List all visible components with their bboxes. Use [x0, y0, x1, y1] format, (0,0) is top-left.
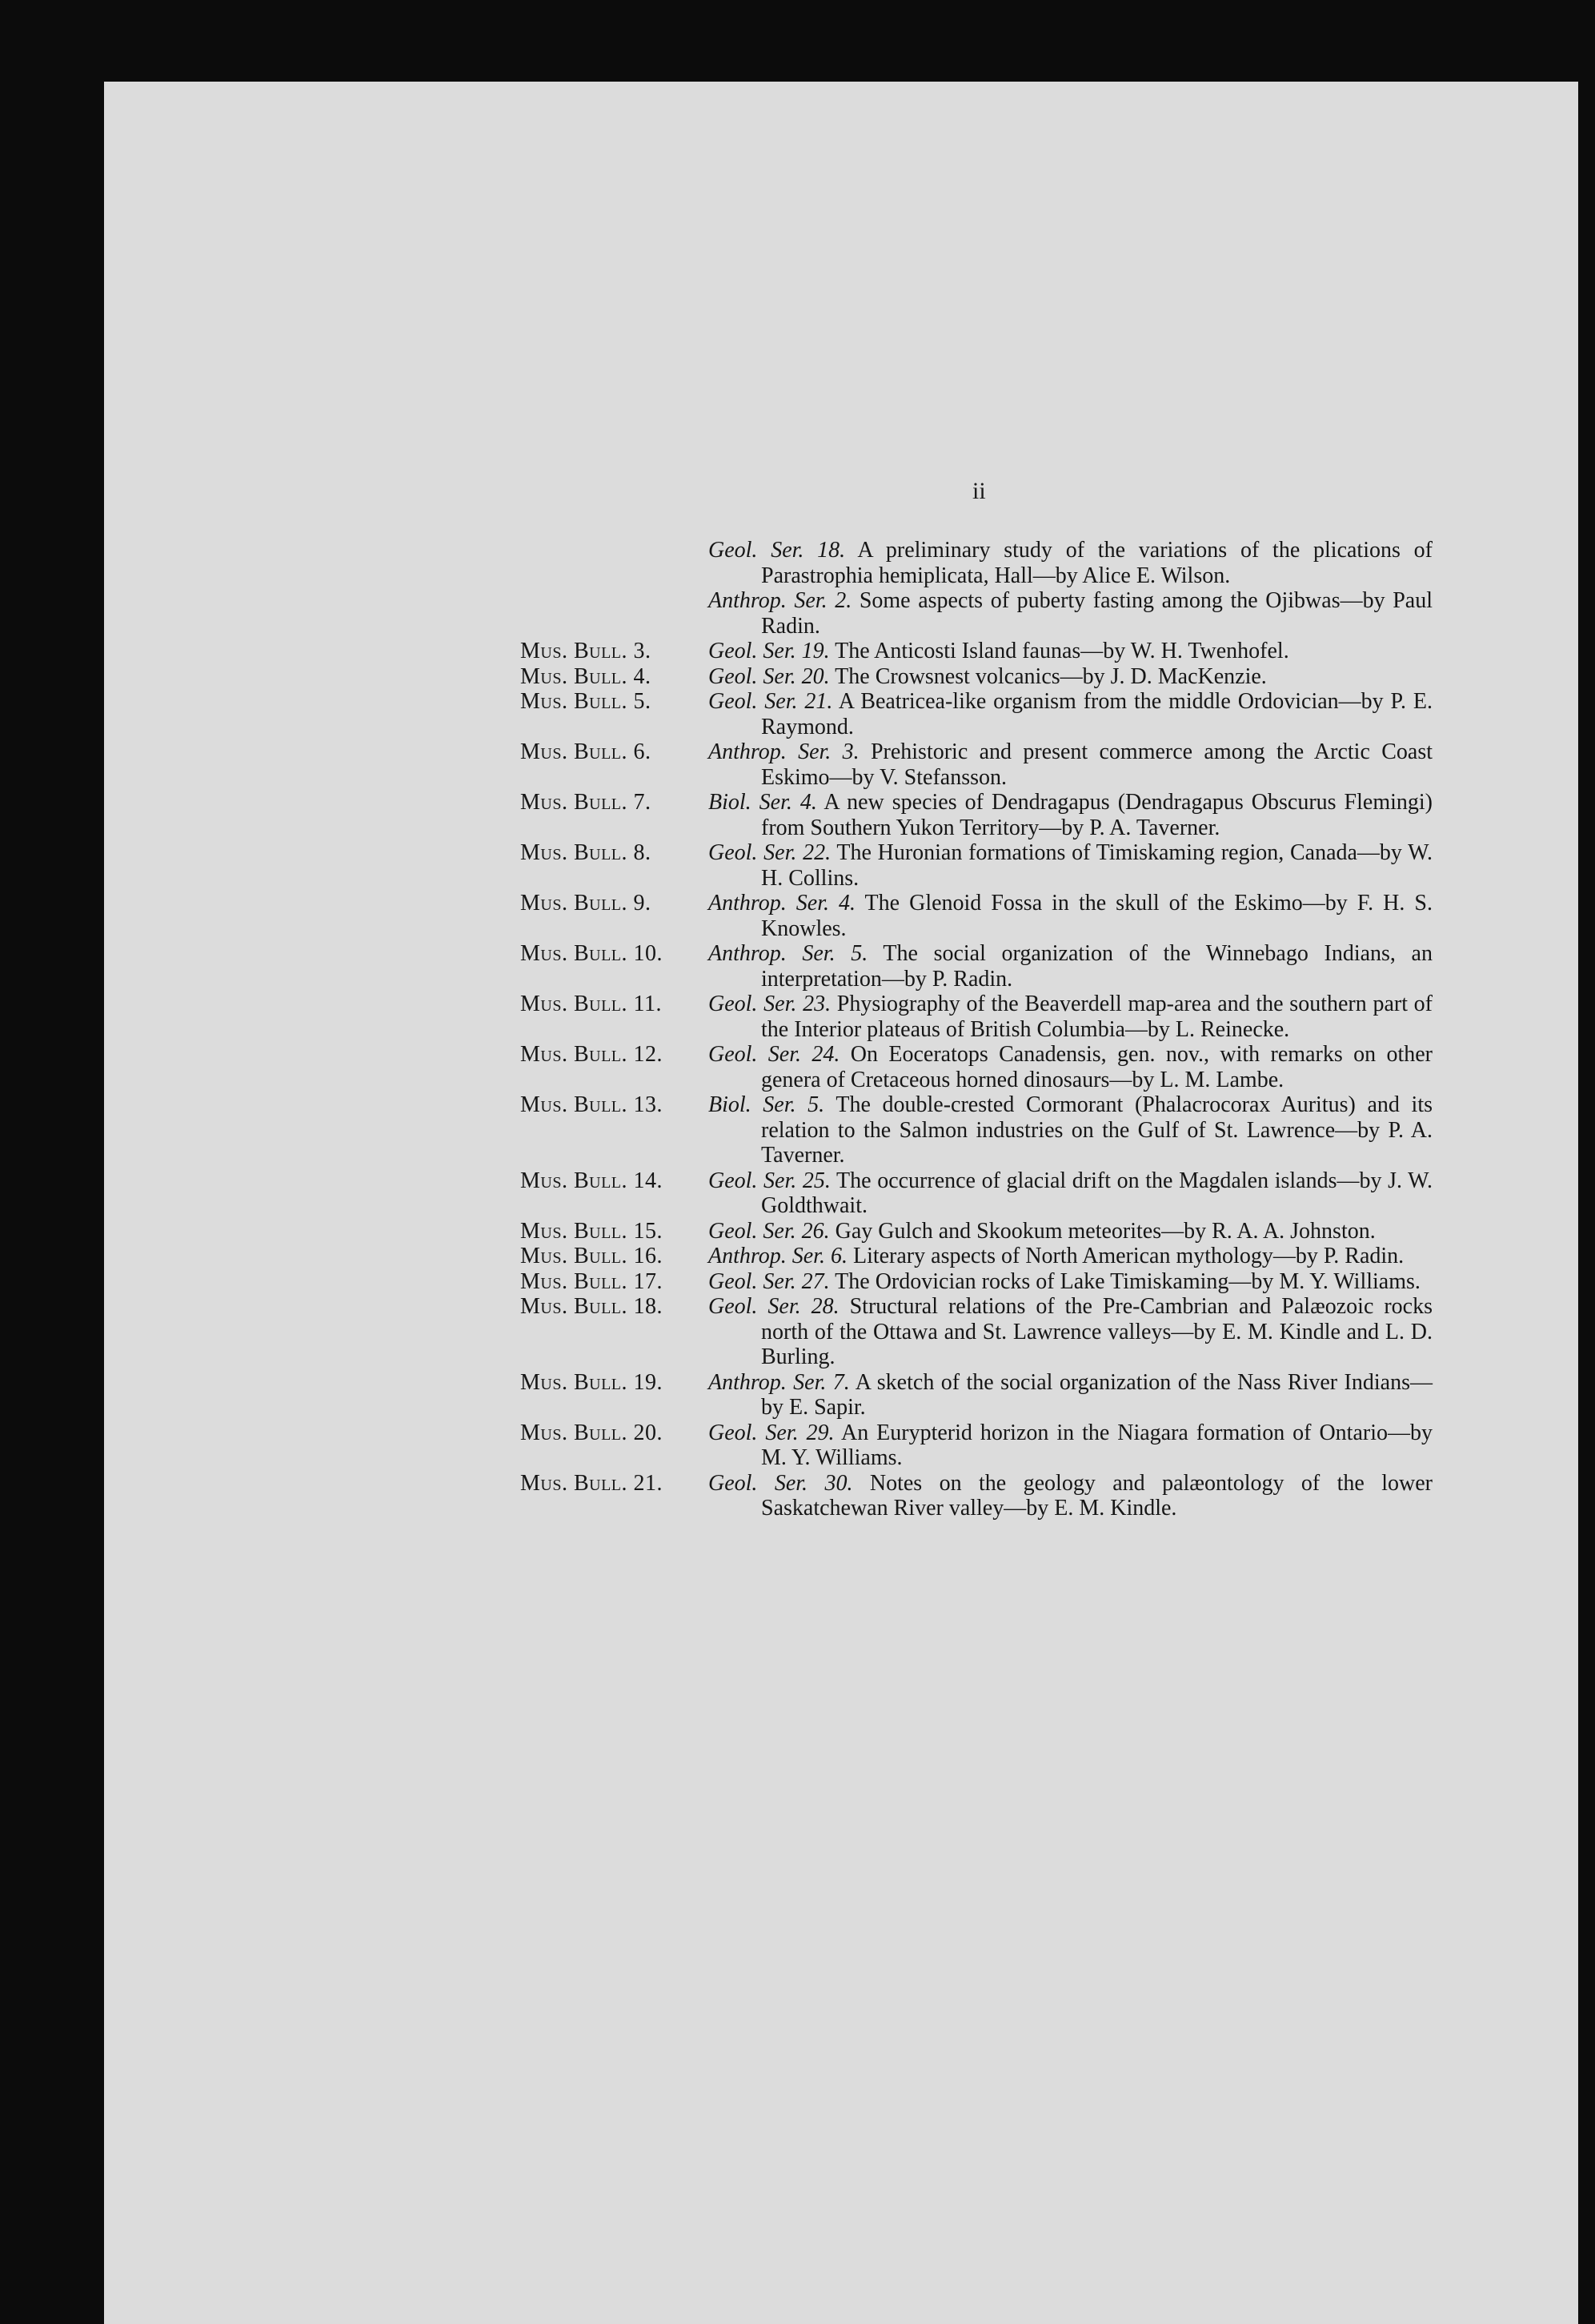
series-reference: Geol. Ser. 21.: [708, 689, 833, 714]
bulletin-entry: [520, 664, 1433, 690]
bulletin-entry: [520, 790, 1433, 840]
bulletin-title: The social organization of the Winnebago Indians, an interpretation—by P. Radin.: [761, 941, 1433, 992]
bulletin-description: [708, 1294, 1433, 1370]
bulletin-number: Mus. Bull. 20.: [520, 1420, 663, 1445]
bulletin-number: Mus. Bull. 3.: [520, 639, 651, 663]
bulletin-description: [708, 588, 1433, 639]
bulletin-description: [708, 664, 1433, 690]
series-reference: Geol. Ser. 27.: [708, 1268, 830, 1294]
series-reference: Anthrop. Ser. 6.: [708, 1244, 848, 1268]
bulletin-title: Notes on the geology and palæontology of the lower Saskatchewan River valley—by E. M. Kindle.: [761, 1470, 1433, 1521]
series-reference: Anthrop. Ser. 2.: [708, 588, 852, 613]
bulletin-title: Some aspects of puberty fasting among the Ojibwas—by Paul Radin.: [761, 588, 1433, 639]
series-reference: Biol. Ser. 4.: [708, 790, 817, 815]
bulletin-title: A sketch of the social organization of the Nass River Indians—by E. Sapir.: [761, 1369, 1433, 1420]
bulletin-entry: [520, 891, 1433, 941]
document-page: [104, 82, 1578, 2324]
bulletin-title: On Eoceratops Canadensis, gen. nov., with remarks on other genera of Cretaceous horned dinosaurs—by L. M. Lambe.: [761, 1042, 1433, 1092]
bulletin-number: Mus. Bull. 21.: [520, 1470, 663, 1496]
series-reference: Anthrop. Ser. 7.: [708, 1369, 850, 1395]
bulletin-title: The Huronian formations of Timiskaming region, Canada—by W. H. Collins.: [761, 840, 1433, 891]
series-reference: Geol. Ser. 23.: [708, 992, 832, 1016]
bulletin-number: Mus. Bull. 17.: [520, 1268, 663, 1294]
bulletin-description: [708, 1219, 1433, 1244]
bulletin-entry: [520, 1471, 1433, 1521]
bulletin-entry: [520, 1294, 1433, 1370]
series-reference: Anthrop. Ser. 4.: [708, 891, 856, 916]
bulletin-number: Mus. Bull. 14.: [520, 1168, 663, 1193]
bulletin-title: Gay Gulch and Skookum meteorites—by R. A. A. Johnston.: [835, 1218, 1376, 1244]
bulletin-description: [708, 689, 1433, 739]
bulletin-number: Mus. Bull. 13.: [520, 1092, 663, 1117]
bulletin-title: Structural relations of the Pre-Cambrian and Palæozoic rocks north of the Ottawa and St. Lawrence valleys—by E. M. Kindle and L. D. Burling.: [761, 1294, 1433, 1369]
bulletin-description: [708, 790, 1433, 840]
bulletin-description: [708, 1042, 1433, 1092]
bulletin-description: [708, 538, 1433, 588]
bulletin-description: [708, 1420, 1433, 1471]
series-reference: Geol. Ser. 20.: [708, 663, 830, 689]
bulletin-entry: [520, 1420, 1433, 1471]
bulletin-title: The Ordovician rocks of Lake Timiskaming—by M. Y. Williams.: [835, 1268, 1421, 1294]
page-number: ii: [972, 478, 986, 504]
bulletin-description: [708, 1471, 1433, 1521]
bulletin-description: [708, 739, 1433, 790]
bulletin-number: Mus. Bull. 8.: [520, 840, 651, 865]
bulletin-entry: [520, 1269, 1433, 1295]
series-reference: Geol. Ser. 19.: [708, 639, 830, 663]
series-reference: Geol. Ser. 25.: [708, 1168, 831, 1193]
bulletin-description: [708, 639, 1433, 664]
bulletin-description: [708, 891, 1433, 941]
series-reference: Geol. Ser. 26.: [708, 1218, 830, 1244]
series-reference: Geol. Ser. 28.: [708, 1294, 840, 1319]
bulletin-title: Prehistoric and present commerce among the Arctic Coast Eskimo—by V. Stefansson.: [761, 739, 1433, 790]
bulletin-entry: [520, 992, 1433, 1042]
bulletin-entry: [520, 639, 1433, 664]
bulletin-number: Mus. Bull. 19.: [520, 1369, 663, 1395]
bulletin-number: Mus. Bull. 18.: [520, 1294, 663, 1319]
bulletin-list: [520, 538, 1433, 1521]
bulletin-description: [708, 1168, 1433, 1219]
bulletin-title: The occurrence of glacial drift on the Magdalen islands—by J. W. Goldthwait.: [761, 1168, 1433, 1218]
bulletin-number: Mus. Bull. 16.: [520, 1244, 663, 1268]
bulletin-description: [708, 1092, 1433, 1168]
bulletin-number: Mus. Bull. 7.: [520, 790, 651, 815]
bulletin-title: A new species of Dendragapus (Dendragapus Obscurus Flemingi) from Southern Yukon Territory—by P. A. Taverner.: [761, 790, 1433, 840]
bulletin-entry: [520, 1370, 1433, 1420]
series-reference: Geol. Ser. 22.: [708, 840, 832, 865]
bulletin-entry: [520, 941, 1433, 992]
bulletin-description: [708, 1370, 1433, 1420]
bulletin-number: Mus. Bull. 5.: [520, 689, 651, 714]
bulletin-entry: [520, 538, 1433, 588]
bulletin-title: A preliminary study of the variations of the plications of Parastrophia hemiplicata, Hall—by Alice E. Wilson.: [761, 538, 1433, 588]
bulletin-title: The Crowsnest volcanics—by J. D. MacKenzie.: [835, 663, 1267, 689]
bulletin-entry: [520, 1219, 1433, 1244]
bulletin-entry: [520, 1042, 1433, 1092]
bulletin-entry: [520, 739, 1433, 790]
bulletin-entry: [520, 1244, 1433, 1269]
bulletin-description: [708, 1244, 1433, 1269]
bulletin-number: Mus. Bull. 12.: [520, 1042, 663, 1067]
bulletin-description: [708, 941, 1433, 992]
bulletin-title: A Beatricea-like organism from the middle Ordovician—by P. E. Raymond.: [761, 689, 1433, 739]
bulletin-title: An Eurypterid horizon in the Niagara formation of Ontario—by M. Y. Williams.: [761, 1420, 1433, 1470]
bulletin-description: [708, 840, 1433, 891]
bulletin-number: Mus. Bull. 10.: [520, 941, 663, 966]
series-reference: Geol. Ser. 29.: [708, 1420, 835, 1445]
bulletin-title: Physiography of the Beaverdell map-area and the southern part of the Interior plateaus of British Columbia—by L. Reinecke.: [761, 992, 1433, 1042]
series-reference: Geol. Ser. 24.: [708, 1042, 840, 1067]
bulletin-title: The double-crested Cormorant (Phalacrocorax Auritus) and its relation to the Salmon industries on the Gulf of St. Lawrence—by P. A. Taverner.: [761, 1092, 1433, 1168]
bulletin-entry: [520, 1092, 1433, 1168]
bulletin-number: Mus. Bull. 9.: [520, 891, 651, 916]
series-reference: Geol. Ser. 30.: [708, 1470, 853, 1496]
bulletin-entry: [520, 1168, 1433, 1219]
bulletin-entry: [520, 840, 1433, 891]
bulletin-entry: [520, 588, 1433, 639]
series-reference: Geol. Ser. 18.: [708, 538, 846, 563]
bulletin-title: The Glenoid Fossa in the skull of the Eskimo—by F. H. S. Knowles.: [761, 891, 1433, 941]
bulletin-title: Literary aspects of North American mythology—by P. Radin.: [852, 1244, 1405, 1268]
bulletin-description: [708, 1269, 1433, 1295]
series-reference: Biol. Ser. 5.: [708, 1092, 825, 1117]
series-reference: Anthrop. Ser. 3.: [708, 739, 860, 764]
bulletin-description: [708, 992, 1433, 1042]
bulletin-number: Mus. Bull. 4.: [520, 663, 651, 689]
bulletin-number: Mus. Bull. 11.: [520, 992, 662, 1016]
bulletin-title: The Anticosti Island faunas—by W. H. Twenhofel.: [835, 639, 1289, 663]
series-reference: Anthrop. Ser. 5.: [708, 941, 868, 966]
bulletin-entry: [520, 689, 1433, 739]
bulletin-number: Mus. Bull. 6.: [520, 739, 651, 764]
bulletin-number: Mus. Bull. 15.: [520, 1218, 663, 1244]
